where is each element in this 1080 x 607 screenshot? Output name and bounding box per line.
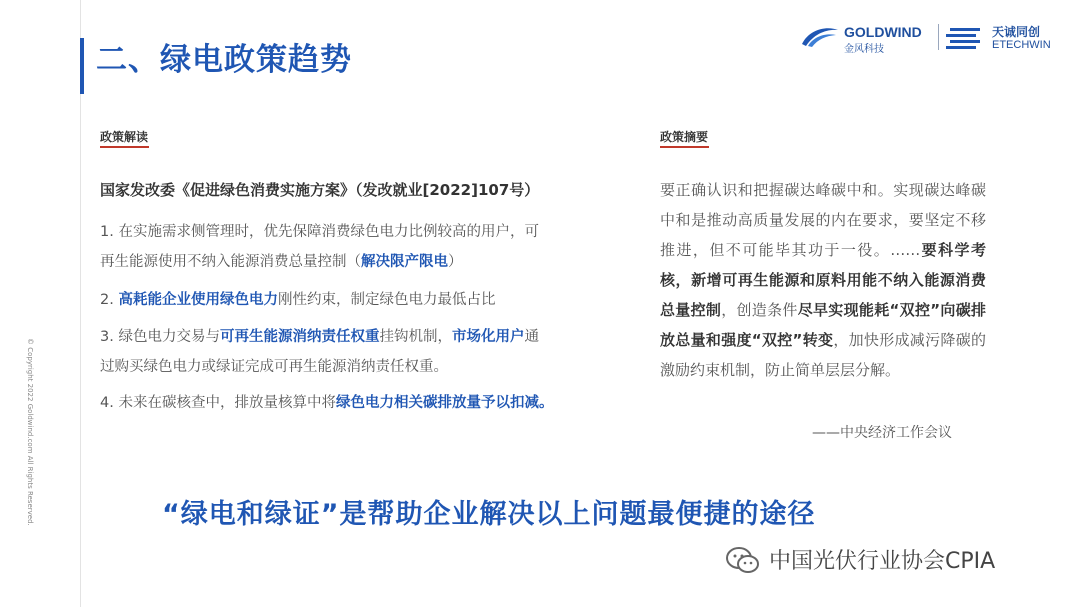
- summary-part-2: ，创造条件: [721, 301, 798, 319]
- watermark-text: 中国光伏行业协会CPIA: [769, 549, 996, 574]
- goldwind-swoosh-icon: [800, 24, 840, 50]
- policy-item-1-highlight: 解决限产限电: [361, 254, 448, 270]
- etechwin-name-en: ETECHWIN: [992, 39, 1051, 51]
- logo-separator: [938, 24, 939, 50]
- summary-part-1: 要正确认识和把握碳达峰碳中和。实现碳达峰碳中和是推动高质量发展的内在要求，要坚定不移推进，但不可能毕其功于一役。……: [660, 181, 986, 259]
- policy-item-3-highlight-2: 市场化用户: [451, 329, 525, 345]
- policy-heading: 国家发改委《促进绿色消费实施方案》（发改就业[2022]107号）: [100, 181, 540, 199]
- policy-summary-underline: [660, 146, 709, 148]
- policy-item-3-mid: 挂钩机制，: [379, 329, 452, 345]
- summary-source: ——中央经济工作会议: [812, 425, 952, 441]
- policy-item-3-post: 通: [524, 329, 539, 345]
- policy-summary-text: [660, 175, 986, 385]
- goldwind-name-cn: 金风科技: [844, 44, 884, 55]
- title-accent-bar: [80, 38, 84, 94]
- policy-item-1-line2-pre: 再生能源使用不纳入能源消费总量控制（: [100, 254, 361, 270]
- etechwin-stripes-icon: [946, 26, 986, 50]
- conclusion-statement: “绿电和绿证”是帮助企业解决以上问题最便捷的途径: [162, 499, 816, 530]
- policy-item-1: [100, 217, 620, 277]
- etechwin-name-cn: 天诚同创: [992, 25, 1041, 39]
- policy-item-3-highlight-1: 可再生能源消纳责任权重: [219, 329, 380, 345]
- policy-interpretation-underline: [100, 146, 149, 148]
- policy-item-4-highlight: 绿色电力相关碳排放量予以扣减。: [335, 395, 554, 411]
- policy-item-3-line2: 过购买绿色电力或绿证完成可再生能源消纳责任权重。: [100, 359, 448, 375]
- policy-item-3: [100, 322, 620, 382]
- policy-item-2: [100, 285, 620, 315]
- summary-part-3: ，加快形成减污降碳的激励约束机制，防止简单层层分解。: [660, 331, 986, 379]
- wechat-icon: [725, 546, 761, 576]
- policy-item-1-line2-post: ）: [448, 254, 463, 270]
- goldwind-logo: [800, 22, 935, 54]
- summary-bold-2: 尽早实现能耗“双控”向碳排放总量和强度“双控”转变: [660, 301, 986, 349]
- copyright-notice: © Copyright 2022 Goldwind.com All Rights Reserved.: [26, 338, 34, 526]
- summary-bold-1: 要科学考核，新增可再生能源和原料用能不纳入能源消费总量控制: [660, 241, 986, 319]
- policy-item-1-line1: 1. 在实施需求侧管理时，优先保障消费绿色电力比例较高的用户，可: [100, 224, 539, 240]
- policy-item-3-pre: 3. 绿色电力交易与: [100, 329, 220, 345]
- policy-item-2-highlight: 高耗能企业使用绿色电力: [118, 292, 278, 308]
- policy-item-4: [100, 388, 620, 418]
- policy-summary-label: 政策摘要: [660, 130, 709, 144]
- policy-item-4-pre: 4. 未来在碳核查中，排放量核算中将: [100, 395, 336, 411]
- page-title: 二、绿电政策趋势: [96, 42, 352, 78]
- goldwind-name-en: GOLDWIND: [844, 24, 922, 40]
- wechat-watermark: [725, 540, 1055, 580]
- policy-item-2-pre: 2.: [100, 292, 119, 308]
- policy-item-2-post: 刚性约束，制定绿色电力最低占比: [277, 292, 496, 308]
- policy-interpretation-label: 政策解读: [100, 130, 149, 144]
- etechwin-logo: [946, 22, 1061, 54]
